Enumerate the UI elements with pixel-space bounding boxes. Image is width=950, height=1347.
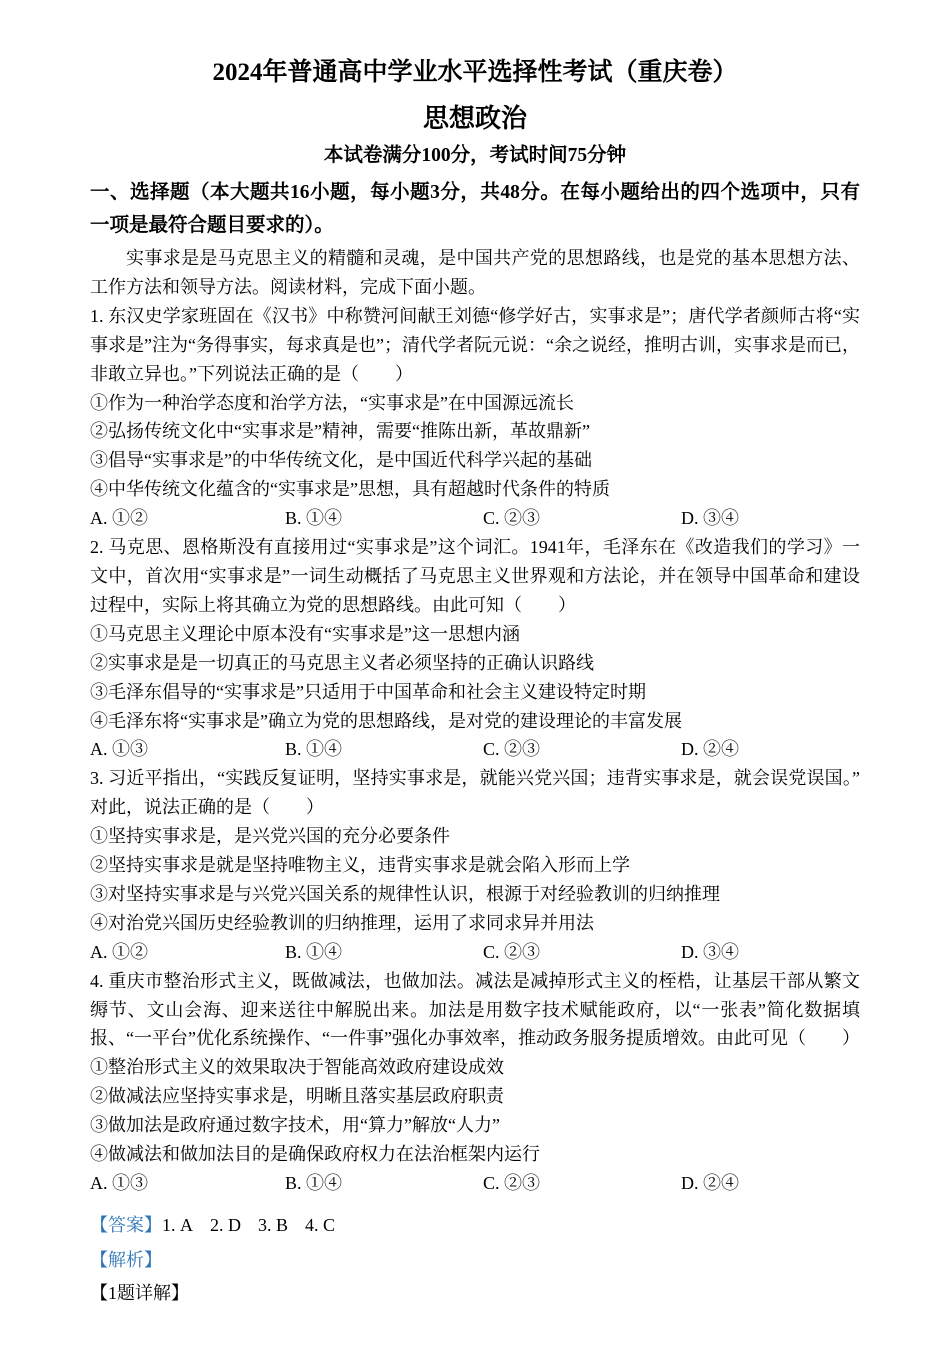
question-4-option-d: D. ②④ bbox=[681, 1173, 739, 1193]
question-1-option-c: C. ②③ bbox=[483, 508, 541, 529]
question-1-detail-label: 【1题详解】 bbox=[90, 1282, 189, 1303]
page-title: 2024年普通高中学业水平选择性考试（重庆卷） bbox=[212, 59, 738, 86]
answer-q3: 3. B bbox=[258, 1214, 289, 1235]
question-2-item-2: ②实事求是是一切真正的马克思主义者必须坚持的正确认识路线 bbox=[90, 652, 594, 673]
question-3-item-1: ①坚持实事求是，是兴党兴国的充分必要条件 bbox=[90, 826, 450, 847]
question-4-item-1: ①整治形式主义的效果取决于智能高效政府建设成效 bbox=[90, 1057, 504, 1078]
question-4-item-2: ②做减法应坚持实事求是，明晰且落实基层政府职责 bbox=[90, 1086, 504, 1107]
question-1-stem: 1. 东汉史学家班固在《汉书》中称赞河间献王刘德“修学好古，实事求是”；唐代学者颜师古将“实事求是”注为“务得事实，每求真是也”；清代学者阮元说：“余之说经，推明古训，实事求是而已，非敢立异也。”下列说法正确的是（ ） bbox=[90, 305, 860, 384]
question-4-stem: 4. 重庆市整治形式主义，既做减法，也做加法。减法是减掉形式主义的桎梏，让基层干部从繁文缛节、文山会海、迎来送往中解脱出来。加法是用数字技术赋能政府，以“一张表”简化数据填报、“一平台”优化系统操作、“一件事”强化办事效率，推动政务服务提质增效。由此可见（ ） bbox=[90, 970, 860, 1049]
question-2-option-c: C. ②③ bbox=[483, 739, 541, 760]
question-4-options bbox=[90, 1169, 860, 1198]
question-3-option-d: D. ③④ bbox=[681, 941, 739, 962]
question-4-option-b: B. ①④ bbox=[285, 1173, 343, 1193]
question-3-item-4: ④对治党兴国历史经验教训的归纳推理，运用了求同求异并用法 bbox=[90, 912, 594, 933]
question-4-option-c: C. ②③ bbox=[483, 1173, 541, 1193]
question-1-item-3: ③倡导“实事求是”的中华传统文化，是中国近代科学兴起的基础 bbox=[90, 450, 592, 471]
question-3-options bbox=[90, 938, 860, 967]
question-4-item-3: ③做加法是政府通过数字技术，用“算力”解放“人力” bbox=[90, 1115, 500, 1136]
question-3-option-c: C. ②③ bbox=[483, 941, 541, 962]
question-3 bbox=[90, 764, 860, 966]
question-2-item-3: ③毛泽东倡导的“实事求是”只适用于中国革命和社会主义建设特定时期 bbox=[90, 681, 646, 702]
question-2-item-4: ④毛泽东将“实事求是”确立为党的思想路线，是对党的建设理论的丰富发展 bbox=[90, 710, 682, 731]
question-2-stem: 2. 马克思、恩格斯没有直接用过“实事求是”这个词汇。1941年，毛泽东在《改造我们的学习》一文中，首次用“实事求是”一词生动概括了马克思主义世界观和方法论，并在领导中国革命和建设过程中，实际上将其确立为党的思想路线。由此可知（ ） bbox=[90, 537, 860, 615]
answer-q4: 4. C bbox=[305, 1214, 336, 1235]
question-1-item-2: ②弘扬传统文化中“实事求是”精神，需要“推陈出新，革故鼎新” bbox=[90, 421, 590, 442]
question-3-stem: 3. 习近平指出，“实践反复证明，坚持实事求是，就能兴党兴国；违背实事求是，就会误党误国。”对此，说法正确的是（ ） bbox=[90, 768, 860, 818]
answer-label: 【答案】 bbox=[90, 1214, 162, 1235]
question-1 bbox=[90, 302, 860, 533]
answer-q1: 1. A bbox=[162, 1214, 193, 1235]
question-1-option-a: A. ①② bbox=[90, 508, 148, 529]
question-1-item-4: ④中华传统文化蕴含的“实事求是”思想，具有超越时代条件的特质 bbox=[90, 479, 610, 500]
question-3-item-2: ②坚持实事求是就是坚持唯物主义，违背实事求是就会陷入形而上学 bbox=[90, 855, 630, 876]
question-2-option-b: B. ①④ bbox=[285, 739, 343, 760]
question-4-item-4: ④做减法和做加法目的是确保政府权力在法治框架内运行 bbox=[90, 1144, 540, 1165]
question-2-option-d: D. ②④ bbox=[681, 739, 739, 760]
question-4-option-a: A. ①③ bbox=[90, 1173, 148, 1193]
question-4 bbox=[90, 967, 860, 1198]
answers-line bbox=[90, 1211, 860, 1240]
question-2-options bbox=[90, 735, 860, 764]
answer-q2: 2. D bbox=[210, 1214, 241, 1235]
intro-paragraph: 实事求是是马克思主义的精髓和灵魂，是中国共产党的思想路线，也是党的基本思想方法、工作方法和领导方法。阅读材料，完成下面小题。 bbox=[90, 248, 860, 297]
subject-title: 思想政治 bbox=[422, 104, 527, 133]
question-3-option-b: B. ①④ bbox=[285, 941, 343, 962]
question-1-option-b: B. ①④ bbox=[285, 508, 343, 529]
question-2-item-1: ①马克思主义理论中原本没有“实事求是”这一思想内涵 bbox=[90, 623, 520, 644]
question-1-option-d: D. ③④ bbox=[681, 508, 739, 529]
question-2-option-a: A. ①③ bbox=[90, 739, 148, 760]
question-3-option-a: A. ①② bbox=[90, 941, 148, 962]
question-1-item-1: ①作为一种治学态度和治学方法，“实事求是”在中国源远流长 bbox=[90, 392, 574, 413]
exam-info: 本试卷满分100分，考试时间75分钟 bbox=[323, 145, 627, 166]
analysis-label: 【解析】 bbox=[90, 1249, 162, 1270]
section-header: 一、选择题（本大题共16小题，每小题3分，共48分。在每小题给出的四个选项中，只有一项是最符合题目要求的）。 bbox=[90, 182, 860, 236]
question-3-item-3: ③对坚持实事求是与兴党兴国关系的规律性认识，根源于对经验教训的归纳推理 bbox=[90, 883, 720, 904]
question-1-options bbox=[90, 504, 860, 533]
question-2 bbox=[90, 533, 860, 764]
